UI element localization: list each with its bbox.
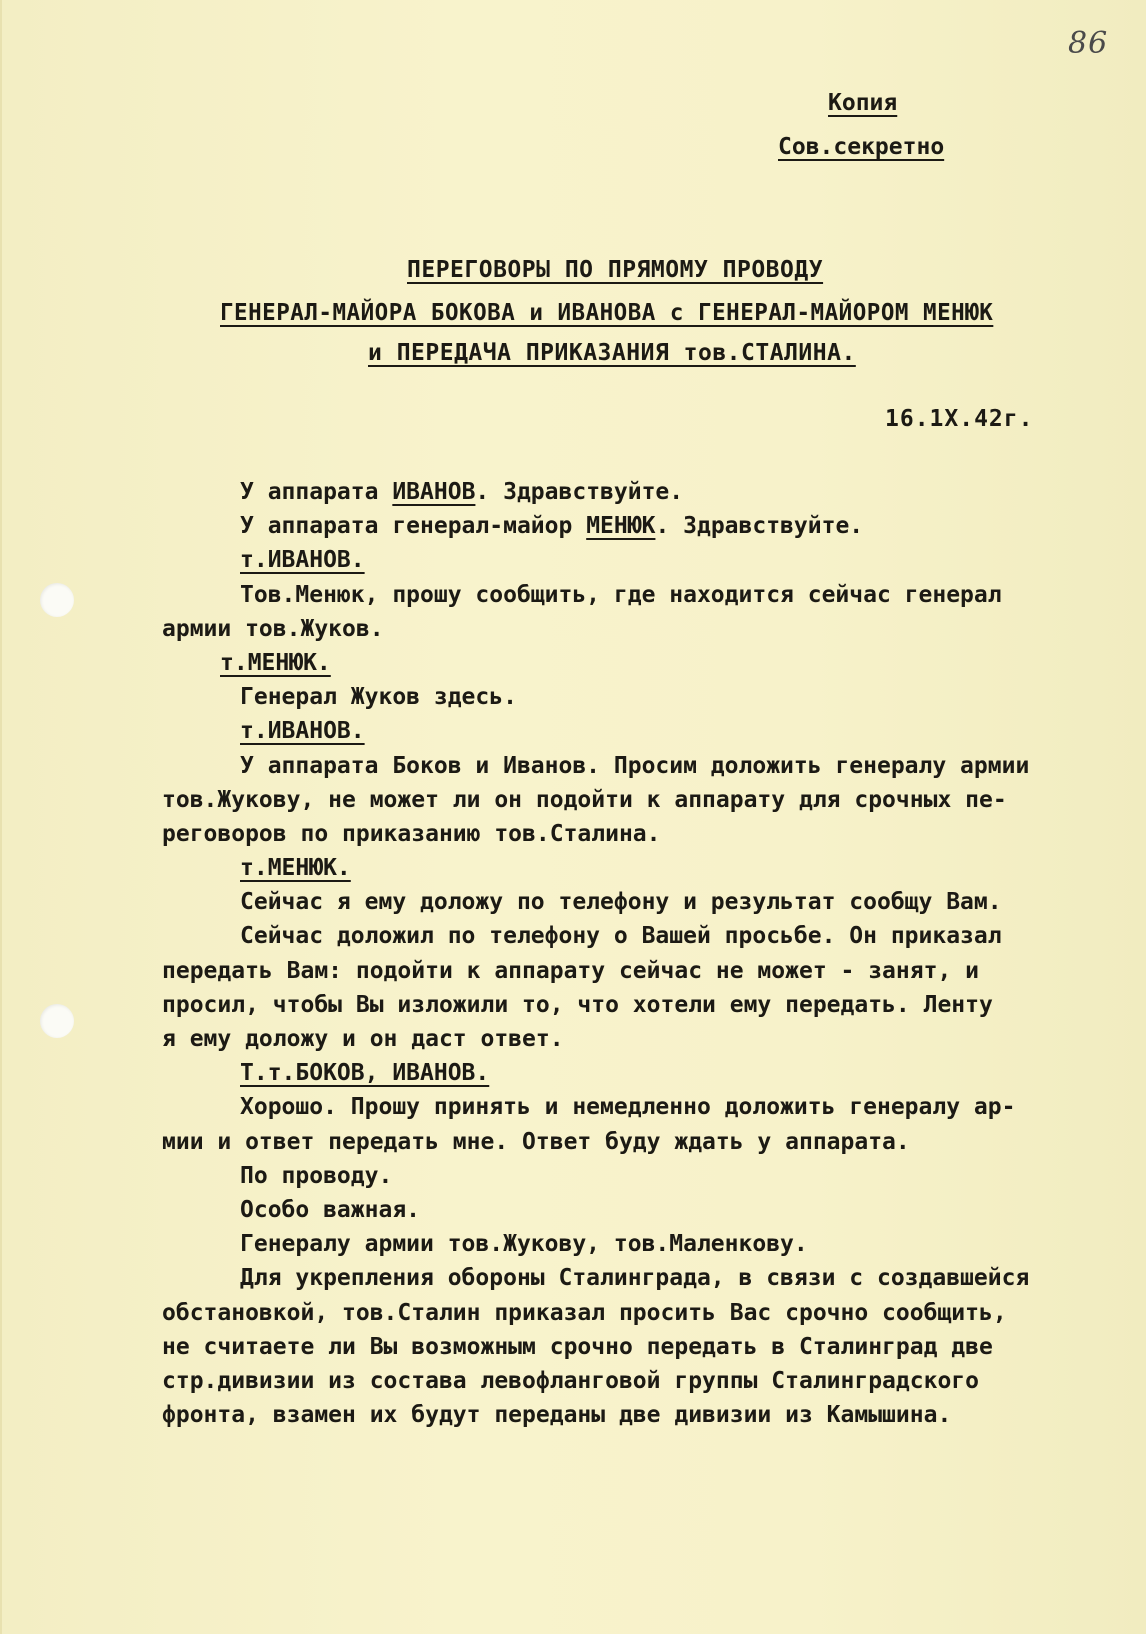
body-line: Генерал Жуков здесь. (240, 684, 517, 711)
speaker-text: т.МЕНЮК. (240, 855, 351, 882)
speaker-text: т.МЕНЮК. (220, 649, 331, 676)
speaker-label (162, 646, 1112, 680)
speaker-label (162, 1056, 1112, 1090)
body-line: реговоров по приказанию тов.Сталина. (162, 820, 661, 847)
body-line: передать Вам: подойти к аппарату сейчас не может - занят, и (162, 957, 979, 984)
body-line: стр.дивизии из состава левофланговой группы Сталинградского (162, 1367, 979, 1394)
body-line: фронта, взамен их будут переданы две дивизии из Камышина. (162, 1402, 952, 1429)
document-body (162, 475, 1112, 1432)
text: У аппарата (240, 479, 393, 505)
speaker-label (162, 714, 1112, 748)
folio-number: 86 (1068, 26, 1109, 61)
body-line: я ему доложу и он даст ответ. (162, 1026, 564, 1052)
text: . Здравствуйте. (475, 479, 684, 505)
body-line: Генералу армии тов.Жукову, тов.Маленкову. (240, 1231, 808, 1258)
title-line-2: ГЕНЕРАЛ-МАЙОРА БОКОВА и ИВАНОВА с ГЕНЕРАЛ-МАЙОРОМ МЕНЮК (220, 300, 994, 326)
body-line: мии и ответ передать мне. Ответ буду ждать у аппарата. (162, 1128, 910, 1155)
speaker-text: т.ИВАНОВ. (240, 547, 365, 574)
speaker-text: Т.т.БОКОВ, ИВАНОВ. (240, 1060, 490, 1087)
body-line: У аппарата Боков и Иванов. Просим доложить генералу армии (240, 752, 1030, 779)
body-line: просил, чтобы Вы изложили то, что хотели ему передать. Ленту (162, 991, 993, 1018)
punch-hole-bottom (40, 1004, 74, 1038)
text: У аппарата генерал-майор (240, 513, 587, 540)
body-line: Хорошо. Прошу принять и немедленно доложить генералу ар- (240, 1094, 1016, 1121)
body-line: Сейчас доложил по телефону о Вашей просьбе. Он приказал (240, 923, 1002, 950)
speaker-text: т.ИВАНОВ. (240, 718, 365, 745)
document-date: 16.1Х.42г. (885, 406, 1034, 432)
text: . Здравствуйте. (655, 513, 864, 540)
body-line: не считаете ли Вы возможным срочно передать в Сталинград две (162, 1333, 993, 1360)
body-line: Тов.Менюк, прошу сообщить, где находится сейчас генерал (240, 581, 1002, 608)
name-ivanov: ИВАНОВ (392, 479, 476, 505)
body-line (162, 509, 1112, 543)
body-line (162, 475, 1112, 509)
classification-mark: Сов.секретно (778, 134, 945, 160)
body-line: Сейчас я ему доложу по телефону и результат сообщу Вам. (240, 889, 1002, 916)
speaker-label (162, 543, 1112, 577)
title-line-3: и ПЕРЕДАЧА ПРИКАЗАНИЯ тов.СТАЛИНА. (368, 340, 856, 366)
body-line: Особо важная. (240, 1196, 421, 1223)
body-line: Для укрепления обороны Сталинграда, в связи с создавшейся (240, 1265, 1030, 1292)
body-line: тов.Жукову, не может ли он подойти к аппарату для срочных пе- (162, 786, 1007, 813)
body-line: обстановкой, тов.Сталин приказал просить Вас срочно сообщить, (162, 1299, 1007, 1326)
name-menyuk: МЕНЮК (586, 513, 656, 540)
copy-mark: Копия (828, 90, 898, 116)
punch-hole-top (40, 583, 74, 617)
speaker-label (162, 851, 1112, 885)
body-line: армии тов.Жуков. (162, 615, 384, 642)
title-line-1: ПЕРЕГОВОРЫ ПО ПРЯМОМУ ПРОВОДУ (407, 257, 824, 283)
body-line: По проводу. (240, 1162, 393, 1189)
